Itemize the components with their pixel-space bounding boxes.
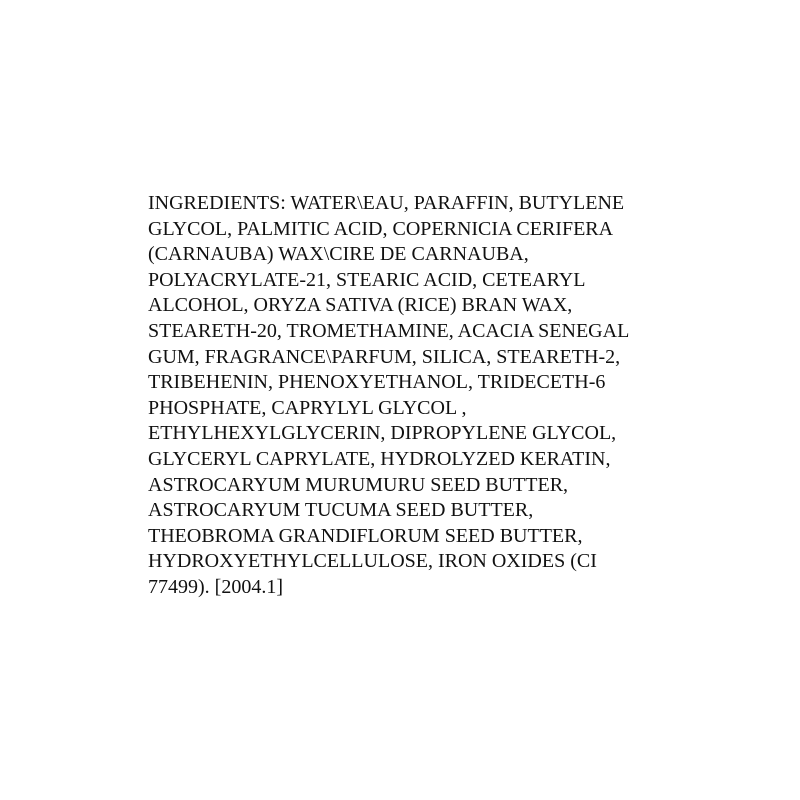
ingredients-line: POLYACRYLATE-21, STEARIC ACID, CETEARYL xyxy=(148,268,586,291)
ingredients-line: 77499). [2004.1] xyxy=(148,575,283,598)
ingredients-line: GLYCOL, PALMITIC ACID, COPERNICIA CERIFERA xyxy=(148,217,614,240)
ingredients-line: ASTROCARYUM MURUMURU SEED BUTTER, xyxy=(148,473,569,496)
ingredients-line: STEARETH-20, TROMETHAMINE, ACACIA SENEGAL xyxy=(148,319,630,342)
ingredients-line: ETHYLHEXYLGLYCERIN, DIPROPYLENE GLYCOL, xyxy=(148,422,617,445)
ingredients-line: HYDROXYETHYLCELLULOSE, IRON OXIDES (CI xyxy=(148,550,597,573)
ingredients-line: THEOBROMA GRANDIFLORUM SEED BUTTER, xyxy=(148,524,583,547)
ingredients-text-block xyxy=(148,191,668,601)
ingredients-line: ASTROCARYUM TUCUMA SEED BUTTER, xyxy=(148,499,534,522)
ingredients-line: GLYCERYL CAPRYLATE, HYDROLYZED KERATIN, xyxy=(148,447,611,470)
ingredients-line: TRIBEHENIN, PHENOXYETHANOL, TRIDECETH-6 xyxy=(148,371,606,394)
ingredients-line: (CARNAUBA) WAX\CIRE DE CARNAUBA, xyxy=(148,243,529,266)
ingredients-line: ALCOHOL, ORYZA SATIVA (RICE) BRAN WAX, xyxy=(148,294,573,317)
ingredients-line: GUM, FRAGRANCE\PARFUM, SILICA, STEARETH-2, xyxy=(148,345,621,368)
ingredients-line: PHOSPHATE, CAPRYLYL GLYCOL , xyxy=(148,396,467,419)
ingredients-line: INGREDIENTS: WATER\EAU, PARAFFIN, BUTYLENE xyxy=(148,192,625,214)
